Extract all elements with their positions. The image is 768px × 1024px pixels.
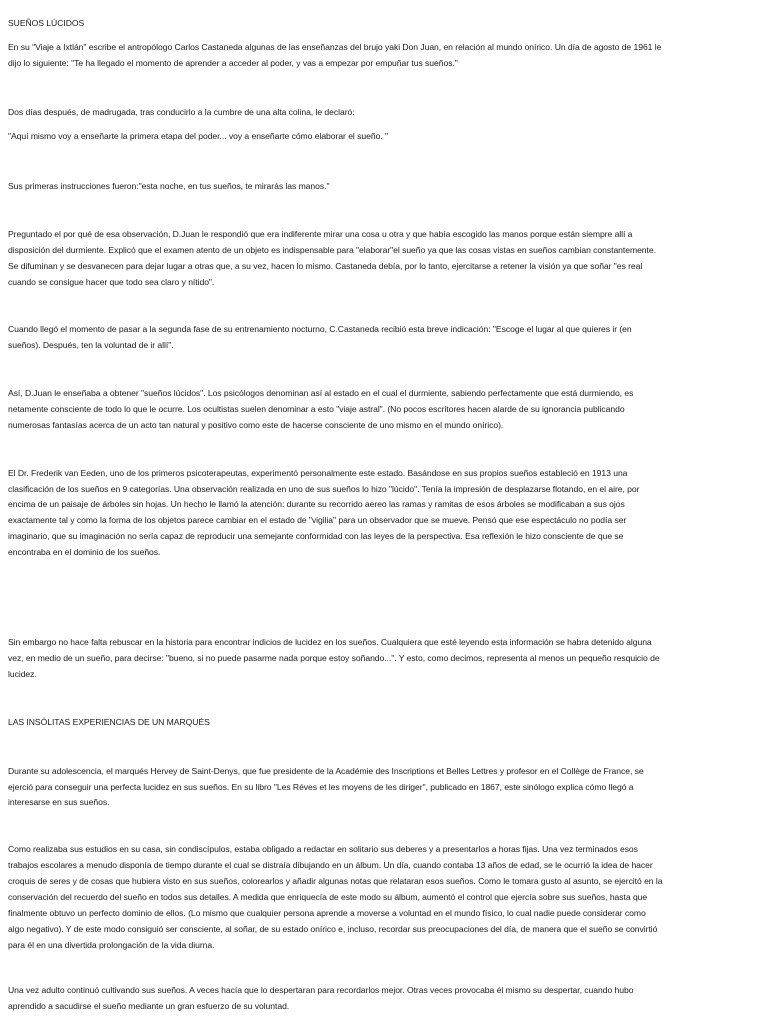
document-title: SUEÑOS LÚCIDOS: [8, 18, 85, 28]
paragraph-line: trabajos escolares a menudo disponía de tiempo durante el cual se distraía dibujando en un álbum. Un día, cuando contaba 13 años de edad, se le ocurrió la idea de hacer: [8, 860, 653, 870]
paragraph-line: Como realizaba sus estudios en su casa, sin condiscípulos, estaba obligado a redactar en solitario sus deberes y a presentarlos a horas fijas. Una vez terminados esos: [8, 844, 638, 854]
paragraph-line: El Dr. Frederik van Eeden, uno de los primeros psicoterapeutas, experimentó personalmente este estado. Basándose en sus propios sueños estableció en 1913 una: [8, 468, 628, 478]
paragraph-line: Sin embargo no hace falta rebuscar en la historia para encontrar indicios de lucidez en los sueños. Cualquiera que esté leyendo esta información se habra detenido alguna: [8, 637, 652, 647]
paragraph-line: aprendido a sacudirse el sueño mediante un gran esfuerzo de su voluntad.: [8, 1001, 290, 1011]
paragraph-line: vez, en medio de un sueño, para decirse: "bueno, si no puede pasarme nada porque estoy soñando...". Y esto, como decimos, representa al menos un pequeño resquicio de: [8, 653, 660, 663]
paragraph-line: exactamente tal y como la forma de los objetos parece cambiar en el estado de "vigilia" para un observador que se mueve. Pensó que ese espectáculo no podía ser: [8, 515, 627, 525]
paragraph-line: Una vez adulto continuó cultivando sus sueños. A veces hacía que lo despertaran para recordarlos mejor. Otras veces provocaba él mismo su despertar, cuando hubo: [8, 985, 634, 995]
paragraph-line: Durante su adolescencia, el marqués Hervey de Saint-Denys, que fue presidente de la Académie des Inscriptions et Belles Lettres y profesor en el Collège de France, se: [8, 766, 644, 776]
paragraph-line: Dos días después, de madrugada, tras conducirlo a la cumbre de una alta colina, le declaró:: [8, 107, 355, 117]
paragraph-line: sueños). Después, ten la voluntad de ir allí".: [8, 340, 174, 350]
paragraph-line: croquis de seres y de cosas que hubiera visto en sus sueños, colorearlos y añadir algunas notas que relataran esos sueños. Como le tomara gusto al asunto, se ejercitó en la: [8, 876, 663, 886]
paragraph-line: algo negativo). Y de este modo consiguió ser consciente, al soñar, de su estado onírico e, incluso, recordar sus preocupaciones del día, de manera que el sueño se convirtió: [8, 924, 658, 934]
paragraph-line: netamente consciente de todo lo que le ocurre. Los ocultistas suelen denominar a esto "viaje astral". (No pocos escritores hacen alarde de su ignorancia publicando: [8, 404, 625, 414]
paragraph-line: ejerció para conseguir una perfecta lucidez en sus sueños. En su libro "Les Réves et les moyens de les diriger", publicado en 1867, este sinólogo explica cómo llegó a: [8, 782, 634, 792]
section-heading: LAS INSÓLITAS EXPERIENCIAS DE UN MARQUÉS: [8, 717, 210, 727]
paragraph-line: Preguntado el por qué de esa observación, D.Juan le respondió que era indiferente mirar una cosa u otra y que había escogido las manos porque están siempre allí a: [8, 229, 633, 239]
paragraph-line: Cuando llegó el momento de pasar a la segunda fase de su entrenamiento nocturno, C.Castaneda recibió esta breve indicación: "Escoge el lugar al que quieres ir (en: [8, 324, 632, 334]
paragraph-line: En su "Viaje a Ixtlán" escribe el antropólogo Carlos Castaneda algunas de las enseñanzas del brujo yaki Don Juan, en relación al mundo onírico. Un día de agosto de 1961 le: [8, 42, 662, 52]
paragraph-line: interesarse en sus sueños.: [8, 797, 110, 807]
paragraph-line: Sus primeras instrucciones fueron:"esta noche, en tus sueños, te mirarás las manos.": [8, 181, 330, 191]
paragraph-line: para él en una divertida prolongación de la vida diurna.: [8, 940, 215, 950]
paragraph-line: encontraba en el dominio de los sueños.: [8, 547, 161, 557]
paragraph-line: imaginario, que su imaginación no sería capaz de reproducir una semejante conformidad con las leyes de la perspectiva. Esa reflexión le hizo consciente de que se: [8, 531, 624, 541]
paragraph-line: numerosas fantasías acerca de un acto tan natural y positivo como este de hacerse consciente de uno mismo en el mundo onírico).: [8, 420, 504, 430]
paragraph-line: dijo lo siguiente: "Te ha llegado el momento de aprender a acceder al poder, y vas a empezar por empuñar tus sueños.": [8, 58, 458, 68]
paragraph-line: Así, D.Juan le enseñaba a obtener "sueños lúcidos". Los psicólogos denominan así al estado en el cual el durmiente, sabiendo perfectamente que está durmiendo, es: [8, 388, 634, 398]
paragraph-line: clasificación de los sueños en 9 categorías. Una observación realizada en uno de sus sueños lo hizo "lúcido". Tenía la impresión de desplazarse flotando, en el aire, por: [8, 484, 640, 494]
paragraph-line: Se difuminan y se desvanecen para dejar lugar a otras que, a su vez, hacen lo mismo. Castaneda debía, por lo tanto, ejercitarse a retener la visión ya que soñar "es real: [8, 261, 643, 271]
paragraph-line: "Aquí mismo voy a enseñarte la primera etapa del poder... voy a enseñarte cómo elaborar el sueño. ": [8, 131, 388, 141]
paragraph-line: encima de un paisaje de árboles sin hojas. Un hecho le llamó la atención: durante su recorrido aereo las ramas y ramitas de esos árboles se modificaban a sus ojos: [8, 499, 625, 509]
paragraph-line: lucidez.: [8, 669, 37, 679]
paragraph-line: disposición del durmiente. Explicó que el examen atento de un objeto es indispensable para "elaborar"el sueño ya que las cosas vistas en sueños cambian constantemente.: [8, 245, 656, 255]
paragraph-line: finalmente obtuvo un perfecto dominio de ellos. (Lo mismo que cualquier persona aprende a moverse a voluntad en el mundo físico, lo cual nadie puede considerar como: [8, 908, 646, 918]
paragraph-line: conservación del recuerdo del sueño en todos sus detalles. A medida que enriquecía de este modo su álbum, aumentó el control que ejercía sobre sus sueños, hasta que: [8, 892, 648, 902]
paragraph-line: cuando se consigue hacer que todo sea claro y nítido".: [8, 277, 215, 287]
